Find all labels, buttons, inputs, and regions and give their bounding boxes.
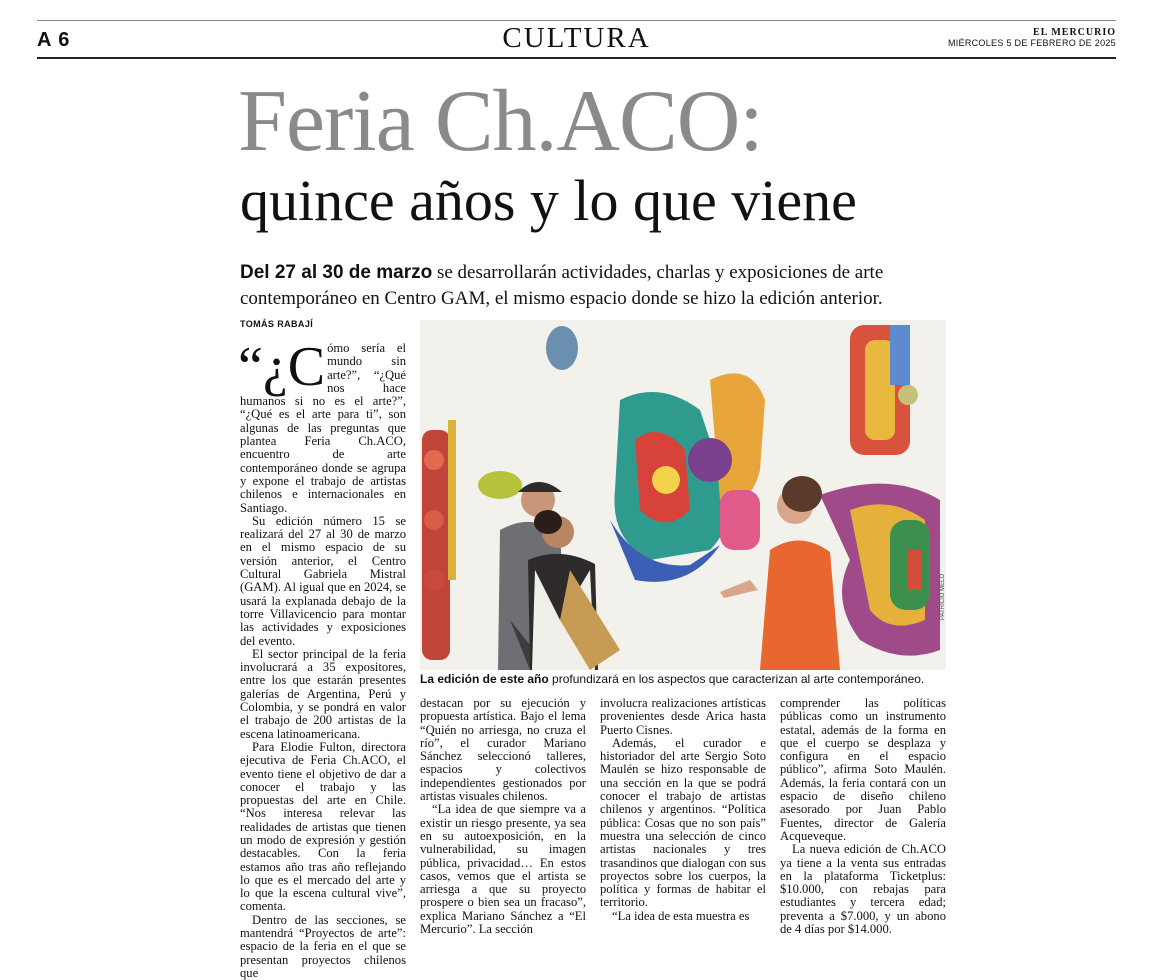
caption-text: profundizará en los aspectos que caracterizan al arte contemporáneo. bbox=[548, 672, 925, 686]
newspaper-name: EL MERCURIO bbox=[1033, 27, 1116, 38]
masthead bbox=[948, 27, 1116, 48]
headline-line1: Feria Ch.ACO: bbox=[238, 73, 763, 170]
paragraph: “La idea de que siempre va a existir un riesgo presente, ya sea en su autoexposición, en la vulnerabilidad, su imagen pública, privacidad… En estos casos, vemos que el artista se arriesga a que su proyecto prospere o bien sea un fracaso”, explica Mariano Sánchez a “El Mercurio”. La sección bbox=[420, 802, 586, 937]
body-column-3 bbox=[600, 697, 766, 923]
byline: TOMÁS RABAJÍ bbox=[240, 319, 314, 329]
paragraph: comprender las políticas públicas como un instrumento estatal, además de la forma en que el cuerpo se desplaza y configura en el espacio público”, afirma Soto Maulén. Además, la feria contará con un espacio de diseño chileno asesorado por Juan Pablo Fuentes, director de Galería Acqueveque. bbox=[780, 696, 946, 843]
body-column-4 bbox=[780, 697, 946, 936]
paragraph: Para Elodie Fulton, directora ejecutiva de Feria Ch.ACO, el evento tiene el objetivo de dar a conocer el trabajo y las propuestas del arte en Chile. “Nos interesa relevar las realidades de artistas que tienen un modo de expresión y gestión destacables. Con la feria estamos año tras año reflejando lo que es el mercado del arte y lo que la escena cultural vive”, comenta. bbox=[240, 739, 406, 914]
section-title: CULTURA bbox=[502, 22, 651, 54]
issue-date: MIÉRCOLES 5 DE FEBRERO DE 2025 bbox=[947, 38, 1116, 48]
paragraph: Dentro de las secciones, se mantendrá “Proyectos de arte”: espacio de la feria en el que se presentan proyectos chilenos que bbox=[240, 912, 406, 980]
header-rule bbox=[37, 57, 1116, 59]
drop-cap: “¿C bbox=[238, 336, 326, 398]
deck-bold: Del 27 al 30 de marzo bbox=[240, 262, 433, 283]
caption-bold: La edición de este año bbox=[420, 672, 549, 686]
photo-illustration bbox=[420, 320, 946, 670]
page-number: A 6 bbox=[37, 29, 71, 51]
paragraph: El sector principal de la feria involucrará a 35 expositores, entre los que estarán presentes galerías de Argentina, Perú y Colombia, y se pondrá en valor el trabajo de 200 artistas de la escena latinoamericana. bbox=[240, 646, 406, 741]
body-column-2 bbox=[420, 697, 586, 936]
paragraph: Su edición número 15 se realizará del 27 al 30 de marzo en el mismo espacio de su versión anterior, el Centro Cultural Gabriela Mistral (GAM). Al igual que en 2024, se usará la explanada debajo de la torre Villavicencio para montar las actividades y exposiciones del evento. bbox=[240, 513, 406, 648]
paragraph: “¿C ómo sería el mundo sin arte?”, “¿Qué nos hace humanos si no es el arte?”, “¿Qué es el arte para ti”, son algunas de las preguntas que plantea Feria Ch.ACO, encuentro de arte contemporáneo donde se agrupa y expone el trabajo de artistas chilenos e internacionales en Santiago. bbox=[238, 336, 406, 515]
paragraph: Además, el curador e historiador del arte Sergio Soto Maulén se hizo responsable de una sección en la que se podrá conocer el trabajo de artistas chilenos y argentinos. “Política pública: Cosas que no son país” muestra una selección de cinco artistas nacionales y tres trasandinos que dialogan con sus proyectos sobre los cuerpos, la política y formas de habitar el territorio. bbox=[600, 735, 766, 910]
deck bbox=[240, 260, 940, 312]
headline-line2: quince años y lo que viene bbox=[240, 168, 857, 233]
photo-credit: PATRICIO MELO bbox=[940, 573, 946, 620]
top-rule bbox=[37, 20, 1116, 21]
paragraph: involucra realizaciones artísticas provenientes desde Arica hasta Puerto Cisnes. bbox=[600, 696, 766, 737]
deck-text: se desarrollarán actividades, charlas y exposiciones de arte contemporáneo en Centro GAM, el mismo espacio donde se hizo la edición anterior. bbox=[240, 262, 884, 309]
paragraph: La nueva edición de Ch.ACO ya tiene a la venta sus entradas en la plataforma Ticketplus: $10.000, con rebajas para estudiantes y tercera edad; preventa a $7.000, y un abono de 4 días por $14.000. bbox=[780, 842, 946, 937]
paragraph: destacan por su ejecución y propuesta artística. Bajo el lema “Quién no arriesga, no cruza el río”, el curador Mariano Sánchez seleccionó talleres, espacios y colectivos independientes gestionados por artistas visuales chilenos. bbox=[420, 696, 586, 804]
top-right-artwork-icon bbox=[850, 325, 918, 455]
paragraph: “La idea de esta muestra es bbox=[612, 908, 750, 923]
body-column-1 bbox=[238, 336, 406, 980]
article-photo bbox=[420, 320, 946, 670]
photo-caption bbox=[420, 672, 924, 686]
